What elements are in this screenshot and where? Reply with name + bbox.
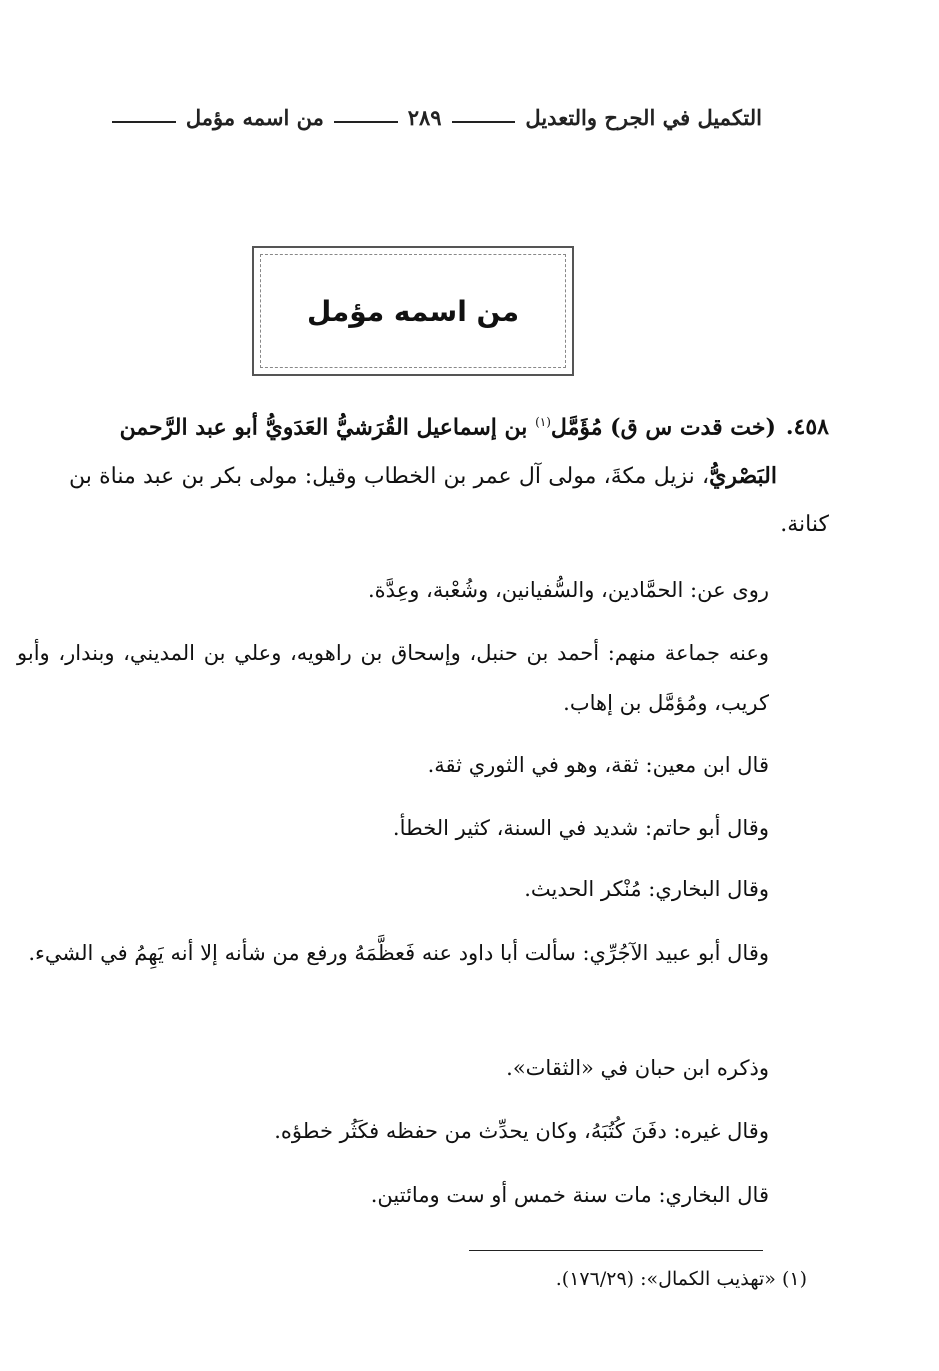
footnote: (١) «تهذيب الكمال»: (١٧٦/٢٩). [555,1268,807,1290]
entry-name-cont: بن إسماعيل القُرَشيُّ العَدَويُّ أبو عبد الرَّحمن [119,414,536,441]
paragraph-death: قال البخاري: مات سنة خمس أو ست ومائتين. [370,1183,769,1207]
paragraph-abu-hatim: وقال أبو حاتم: شديد في السنة، كثير الخطأ. [392,816,769,840]
entry-name: (خت قدت س ق) مُؤَمَّل [550,414,776,441]
entry-description: ، نزيل مكةَ، مولى آل عمر بن الخطاب وقيل: مولى بكر بن عبد مناة بن كنانة. [69,464,829,538]
paragraph-ibn-maeen: قال ابن معين: ثقة، وهو في الثوري ثقة. [427,753,769,777]
paragraph-others: وقال غيره: دفَنَ كُتُبَهُ، وكان يحدِّث من حفظه فكَثُر خطؤه. [274,1119,769,1143]
paragraph-bukhari: وقال البخاري: مُنْكر الحديث. [524,877,769,901]
page-number: ٢٨٩ [407,104,442,130]
section-title: من اسمه مؤمل [306,294,520,328]
paragraph-ajurri: وقال أبو عبيد الآجُرِّي: سألت أبا داود عنه فَعظَّمَهُ ورفع من شأنه إلا أنه يَهِمُ في الشيء. [28,941,769,965]
footnote-ref: (١) [535,415,551,429]
header-rule [112,121,176,123]
header-rule [334,121,398,123]
running-header [112,100,762,134]
header-rule [452,121,516,123]
entry-nisba: البَصْريُّ [709,463,777,490]
paragraph-ibn-hibban: وذكره ابن حبان في «الثقات». [506,1056,769,1080]
header-section: من اسمه مؤمل [185,104,324,130]
section-title-frame [252,246,574,376]
entry-number: ٤٥٨. [785,414,829,441]
entry-heading [69,398,829,549]
footnote-separator [469,1250,763,1251]
paragraph-narrators: وعنه جماعة منهم: أحمد بن حنبل، وإسحاق بن راهويه، وعلي بن المديني، وبندار، وأبو كريب، ومُؤمَّل بن إهاب. [17,641,769,715]
paragraph-narrated-from: روى عن: الحمَّادين، والسُّفيانين، وشُعْبة، وعِدَّة. [368,578,769,602]
header-book-title: التكميل في الجرح والتعديل [525,104,762,130]
